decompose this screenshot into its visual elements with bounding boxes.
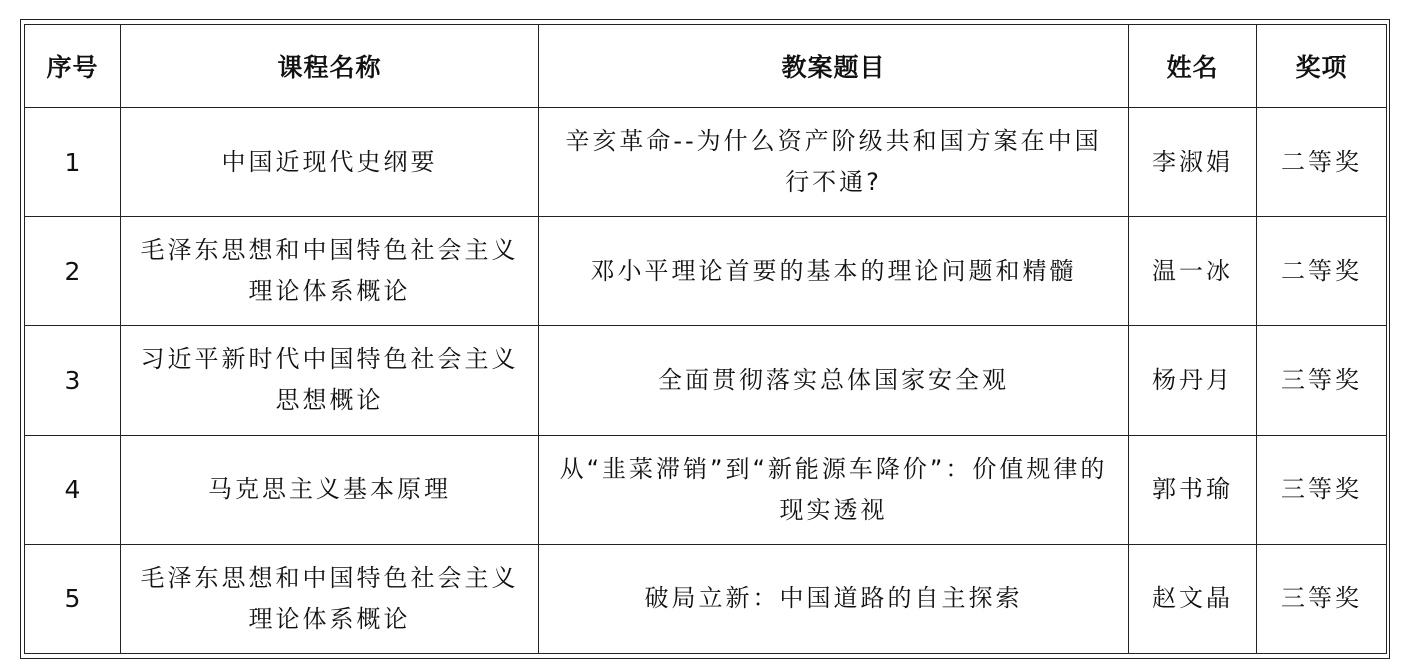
- table-header-row: [25, 25, 1387, 108]
- table-row: [25, 217, 1387, 326]
- header-award: 奖项: [1257, 25, 1387, 108]
- cell-course-name: 毛泽东思想和中国特色社会主义理论体系概论: [121, 217, 539, 326]
- cell-course-name: 习近平新时代中国特色社会主义思想概论: [121, 326, 539, 435]
- cell-lesson-title: 从“韭菜滞销”到“新能源车降价”：价值规律的现实透视: [539, 435, 1129, 544]
- cell-index: 2: [25, 217, 121, 326]
- cell-award: 三等奖: [1257, 544, 1387, 653]
- cell-course-name: 毛泽东思想和中国特色社会主义理论体系概论: [121, 544, 539, 653]
- cell-lesson-title: 邓小平理论首要的基本的理论问题和精髓: [539, 217, 1129, 326]
- awards-table: [24, 24, 1387, 654]
- cell-course-name: 中国近现代史纲要: [121, 108, 539, 217]
- cell-lesson-title: 辛亥革命--为什么资产阶级共和国方案在中国行不通?: [539, 108, 1129, 217]
- header-course-name: 课程名称: [121, 25, 539, 108]
- cell-award: 三等奖: [1257, 435, 1387, 544]
- cell-name: 温一冰: [1129, 217, 1257, 326]
- header-lesson-title: 教案题目: [539, 25, 1129, 108]
- table-row: [25, 544, 1387, 653]
- cell-award: 三等奖: [1257, 326, 1387, 435]
- cell-course-name: 马克思主义基本原理: [121, 435, 539, 544]
- cell-lesson-title: 破局立新：中国道路的自主探索: [539, 544, 1129, 653]
- header-index: 序号: [25, 25, 121, 108]
- table-row: [25, 435, 1387, 544]
- cell-name: 杨丹月: [1129, 326, 1257, 435]
- cell-index: 4: [25, 435, 121, 544]
- cell-index: 3: [25, 326, 121, 435]
- cell-name: 李淑娟: [1129, 108, 1257, 217]
- cell-lesson-title: 全面贯彻落实总体国家安全观: [539, 326, 1129, 435]
- table-row: [25, 326, 1387, 435]
- cell-name: 郭书瑜: [1129, 435, 1257, 544]
- cell-name: 赵文晶: [1129, 544, 1257, 653]
- cell-award: 二等奖: [1257, 217, 1387, 326]
- cell-index: 1: [25, 108, 121, 217]
- cell-award: 二等奖: [1257, 108, 1387, 217]
- table-row: [25, 108, 1387, 217]
- cell-index: 5: [25, 544, 121, 653]
- header-name: 姓名: [1129, 25, 1257, 108]
